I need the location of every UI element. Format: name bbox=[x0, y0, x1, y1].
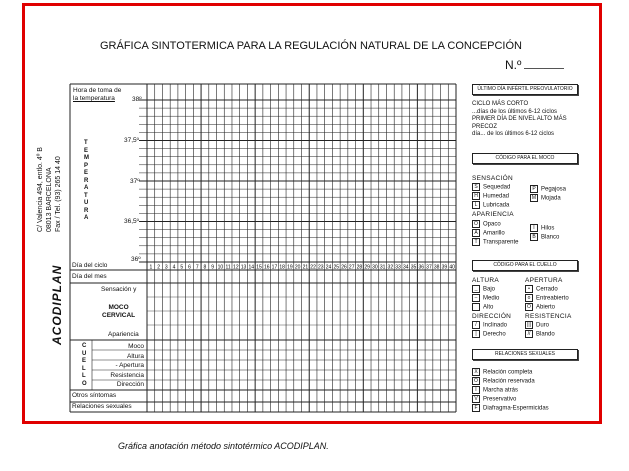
legend-label: Medio bbox=[483, 295, 500, 302]
day-number: 21 bbox=[302, 264, 309, 271]
legend-label: Transparente bbox=[483, 239, 519, 246]
legend-item bbox=[530, 185, 566, 194]
legend-code-box: | bbox=[472, 330, 480, 338]
temp-tick-37-5: 37,5º bbox=[124, 137, 140, 144]
cuello-rows bbox=[92, 342, 144, 390]
legend-code-box: // bbox=[525, 330, 533, 338]
legend-code-box: M bbox=[531, 195, 537, 202]
day-number: 5 bbox=[180, 264, 184, 271]
acodiplan-logo: ACODIPLAN bbox=[50, 264, 64, 345]
legend-label: Humedad bbox=[483, 193, 510, 200]
legend-code-box: F bbox=[472, 404, 480, 412]
legend-label: Abierto bbox=[536, 304, 556, 311]
day-number: 37 bbox=[426, 264, 432, 271]
legend-label: Inclinado bbox=[483, 322, 508, 329]
cuello-code-header: CÓDIGO PARA EL CUELLO bbox=[472, 260, 578, 271]
legend-item bbox=[472, 395, 549, 404]
legend-code-box: / bbox=[472, 321, 480, 329]
dia-ciclo-label: Día del ciclo bbox=[72, 262, 108, 269]
legend-list bbox=[472, 368, 549, 413]
legend-item bbox=[472, 220, 518, 229]
hora-line: la temperatura bbox=[73, 95, 115, 102]
cuello-row-label: Moco bbox=[128, 343, 144, 350]
day-number: 31 bbox=[379, 264, 386, 271]
day-number: 22 bbox=[310, 264, 316, 271]
legend-item bbox=[472, 229, 518, 238]
day-number: 34 bbox=[403, 264, 409, 271]
day-number: 18 bbox=[279, 264, 285, 271]
day-number: 16 bbox=[263, 264, 270, 271]
legend-item bbox=[530, 233, 559, 242]
hora-label bbox=[73, 87, 121, 103]
legend-label: Alto bbox=[483, 304, 494, 311]
day-number: 28 bbox=[356, 264, 363, 271]
legend-code-box: A bbox=[472, 229, 480, 237]
day-number: 15 bbox=[256, 264, 262, 271]
ciclo-line: CICLO MÁS CORTO bbox=[472, 101, 529, 107]
legend-item bbox=[530, 224, 559, 233]
day-number: 38 bbox=[433, 264, 440, 271]
legend-item bbox=[472, 321, 507, 330]
day-number: 4 bbox=[172, 264, 176, 271]
legend-label: Cerrado bbox=[536, 286, 558, 293]
direccion-heading: DIRECCIÓN bbox=[472, 313, 512, 320]
legend-item bbox=[472, 285, 499, 294]
document-title: GRÁFICA SINTOTERMICA PARA LA REGULACIÓN NATURAL DE LA CONCEPCIÓN bbox=[100, 40, 522, 52]
legend-label: Derecho bbox=[483, 331, 506, 338]
figure-caption: Gráfica anotación método sintotérmico ACODIPLAN. bbox=[118, 441, 329, 451]
legend-label: Preservativo bbox=[483, 396, 517, 403]
ciclo-line: PRIMER DÍA DE NIVEL ALTO MÁS bbox=[472, 116, 567, 122]
legend-code-box: V bbox=[472, 395, 480, 403]
sensacion-label: Sensación y bbox=[101, 286, 137, 293]
legend-item bbox=[525, 303, 569, 312]
day-number: 2 bbox=[157, 264, 160, 271]
legend-list bbox=[472, 285, 499, 312]
sensacion-heading: SENSACIÓN bbox=[472, 175, 513, 182]
day-number: 13 bbox=[240, 264, 247, 271]
number-label: N.º bbox=[505, 58, 522, 72]
day-number: 19 bbox=[287, 264, 293, 271]
day-number: 14 bbox=[248, 264, 255, 271]
day-number: 39 bbox=[441, 264, 448, 271]
legend-item bbox=[472, 183, 510, 192]
hora-line: Hora de toma de bbox=[73, 87, 122, 94]
legend-item bbox=[525, 294, 569, 303]
legend-label: Hilos bbox=[541, 225, 555, 232]
legend-item bbox=[525, 330, 555, 339]
apariencia-heading: APARIENCIA bbox=[472, 211, 514, 218]
legend-list bbox=[472, 183, 510, 210]
legend-code-box: I bbox=[472, 386, 480, 394]
moco-title: MOCO bbox=[108, 304, 129, 311]
legend-item bbox=[472, 377, 549, 386]
legend-label: Opaco bbox=[483, 221, 501, 228]
legend-code-box: O bbox=[525, 303, 533, 311]
legend-item bbox=[472, 294, 499, 303]
legend-label: Amarillo bbox=[483, 230, 505, 237]
legend-label: Blando bbox=[536, 331, 555, 338]
legend-code-box: B bbox=[530, 233, 538, 241]
address-line: C/ Valencia 494, entlo. 4º B bbox=[37, 147, 44, 232]
legend-code-box: O bbox=[472, 377, 480, 385]
address-line: 08013 BARCELONA bbox=[46, 167, 53, 232]
legend-code-box: ‾ bbox=[472, 303, 480, 311]
day-number: 20 bbox=[294, 264, 301, 271]
legend-item bbox=[472, 303, 499, 312]
cuello-row-label: Dirección bbox=[116, 381, 144, 388]
legend-label: Pegajosa bbox=[541, 186, 567, 193]
day-number: 7 bbox=[195, 264, 199, 271]
legend-list bbox=[530, 185, 566, 203]
ciclo-line: día... de los últimos 6-12 ciclos bbox=[472, 131, 555, 137]
legend-list bbox=[525, 285, 569, 312]
day-number: 35 bbox=[410, 264, 417, 271]
legend-code-box: S bbox=[472, 183, 480, 191]
day-number: 6 bbox=[188, 264, 191, 271]
cuello-row-label: Resistencia bbox=[110, 371, 144, 379]
legend-label: Duro bbox=[536, 322, 550, 329]
legend-item bbox=[472, 330, 507, 339]
day-number: 9 bbox=[211, 264, 215, 271]
legend-code-box: T bbox=[472, 238, 480, 246]
legend-label: Sequedad bbox=[483, 184, 511, 191]
temp-tick-38: 38º bbox=[132, 96, 142, 103]
day-number: 17 bbox=[271, 264, 278, 271]
legend-list bbox=[530, 224, 559, 242]
legend-code-box: • bbox=[525, 285, 533, 293]
legend-code-box: O bbox=[472, 220, 480, 228]
legend-label: Relación completa bbox=[483, 369, 533, 376]
legend-item bbox=[472, 192, 510, 201]
temp-tick-36-5: 36,5º bbox=[124, 218, 140, 225]
legend-item bbox=[525, 285, 569, 294]
day-number: 27 bbox=[348, 264, 355, 271]
day-number: 26 bbox=[341, 264, 347, 271]
ciclo-info bbox=[472, 101, 567, 139]
legend-label: Diafragma-Espermicidas bbox=[483, 405, 549, 412]
legend-list bbox=[472, 220, 518, 247]
day-number: 29 bbox=[364, 264, 370, 271]
apariencia-label: Apariencia bbox=[108, 331, 139, 338]
legend-list bbox=[472, 321, 507, 339]
legend-item bbox=[472, 368, 549, 377]
legend-code-box: _ bbox=[472, 285, 480, 293]
legend-code-box: I bbox=[530, 224, 538, 232]
cervical-title: CERVICAL bbox=[102, 312, 136, 319]
day-number: 24 bbox=[325, 264, 332, 271]
cuello-vertical-label: CUELLO bbox=[82, 343, 87, 387]
legend-item bbox=[472, 386, 549, 395]
legend-label: Mojada bbox=[541, 195, 561, 202]
legend-item bbox=[525, 321, 555, 330]
legend-label: Entreabierto bbox=[536, 295, 569, 302]
day-number: 1 bbox=[149, 264, 153, 271]
legend-label: Lubricada bbox=[483, 202, 510, 209]
temperatura-vertical-label: TEMPERATURA bbox=[84, 140, 89, 221]
legend-code-box: o bbox=[525, 294, 533, 302]
ciclo-line: ...días de los últimos 6-12 ciclos bbox=[472, 108, 558, 115]
temp-tick-36: 36º bbox=[131, 256, 141, 263]
day-number: 10 bbox=[217, 264, 224, 271]
legend-item bbox=[472, 201, 510, 210]
legend-label: Relación reservada bbox=[483, 378, 535, 385]
relaciones-code-header: RELACIONES SEXUALES bbox=[472, 349, 578, 360]
day-number: 11 bbox=[225, 264, 231, 271]
day-number: 12 bbox=[233, 264, 239, 271]
cuello-row-label: Altura bbox=[127, 352, 144, 360]
day-number: 30 bbox=[372, 264, 378, 271]
day-number: 3 bbox=[164, 264, 168, 271]
day-number: 8 bbox=[203, 264, 207, 271]
day-number: 23 bbox=[318, 264, 324, 271]
day-number: 40 bbox=[449, 264, 455, 271]
cuello-row-label: - Apertura bbox=[115, 362, 144, 369]
ultimo-dia-header: ÚLTIMO DÍA INFÉRTIL PREOVULATORIO bbox=[472, 84, 578, 95]
legend-label: Marcha atrás bbox=[483, 387, 519, 394]
legend-item bbox=[530, 194, 566, 203]
legend-code-box: X bbox=[472, 368, 480, 376]
address-line: Fax / Tel. (93) 265 14 40 bbox=[55, 156, 62, 232]
dia-mes-label: Día del mes bbox=[72, 273, 107, 280]
day-number: 32 bbox=[387, 264, 394, 271]
day-number: 25 bbox=[333, 264, 340, 271]
legend-list bbox=[525, 321, 555, 339]
day-number: 36 bbox=[418, 264, 425, 271]
apertura-heading: APERTURA bbox=[525, 277, 563, 284]
temp-tick-37: 37º bbox=[130, 178, 140, 185]
legend-item bbox=[472, 238, 518, 247]
legend-code-box: ||| bbox=[525, 321, 533, 329]
legend-code-box: L bbox=[472, 201, 480, 209]
relaciones-label: Relaciones sexuales bbox=[72, 403, 132, 410]
altura-heading: ALTURA bbox=[472, 277, 499, 284]
ciclo-line: PRECOZ bbox=[472, 123, 498, 130]
legend-code-box: H bbox=[472, 192, 480, 200]
legend-code-box: – bbox=[472, 294, 480, 302]
day-number: 33 bbox=[395, 264, 401, 271]
legend-code-box: P bbox=[530, 185, 538, 193]
moco-code-header: CÓDIGO PARA EL MOCO bbox=[472, 153, 578, 164]
moco-cervical-label bbox=[102, 304, 135, 320]
legend-label: Blanco bbox=[541, 234, 560, 241]
legend-label: Bajo bbox=[483, 286, 496, 293]
resistencia-heading: RESISTENCIA bbox=[525, 313, 572, 320]
otros-sintomas-label: Otros síntomas bbox=[72, 392, 117, 399]
legend-item bbox=[472, 404, 549, 413]
